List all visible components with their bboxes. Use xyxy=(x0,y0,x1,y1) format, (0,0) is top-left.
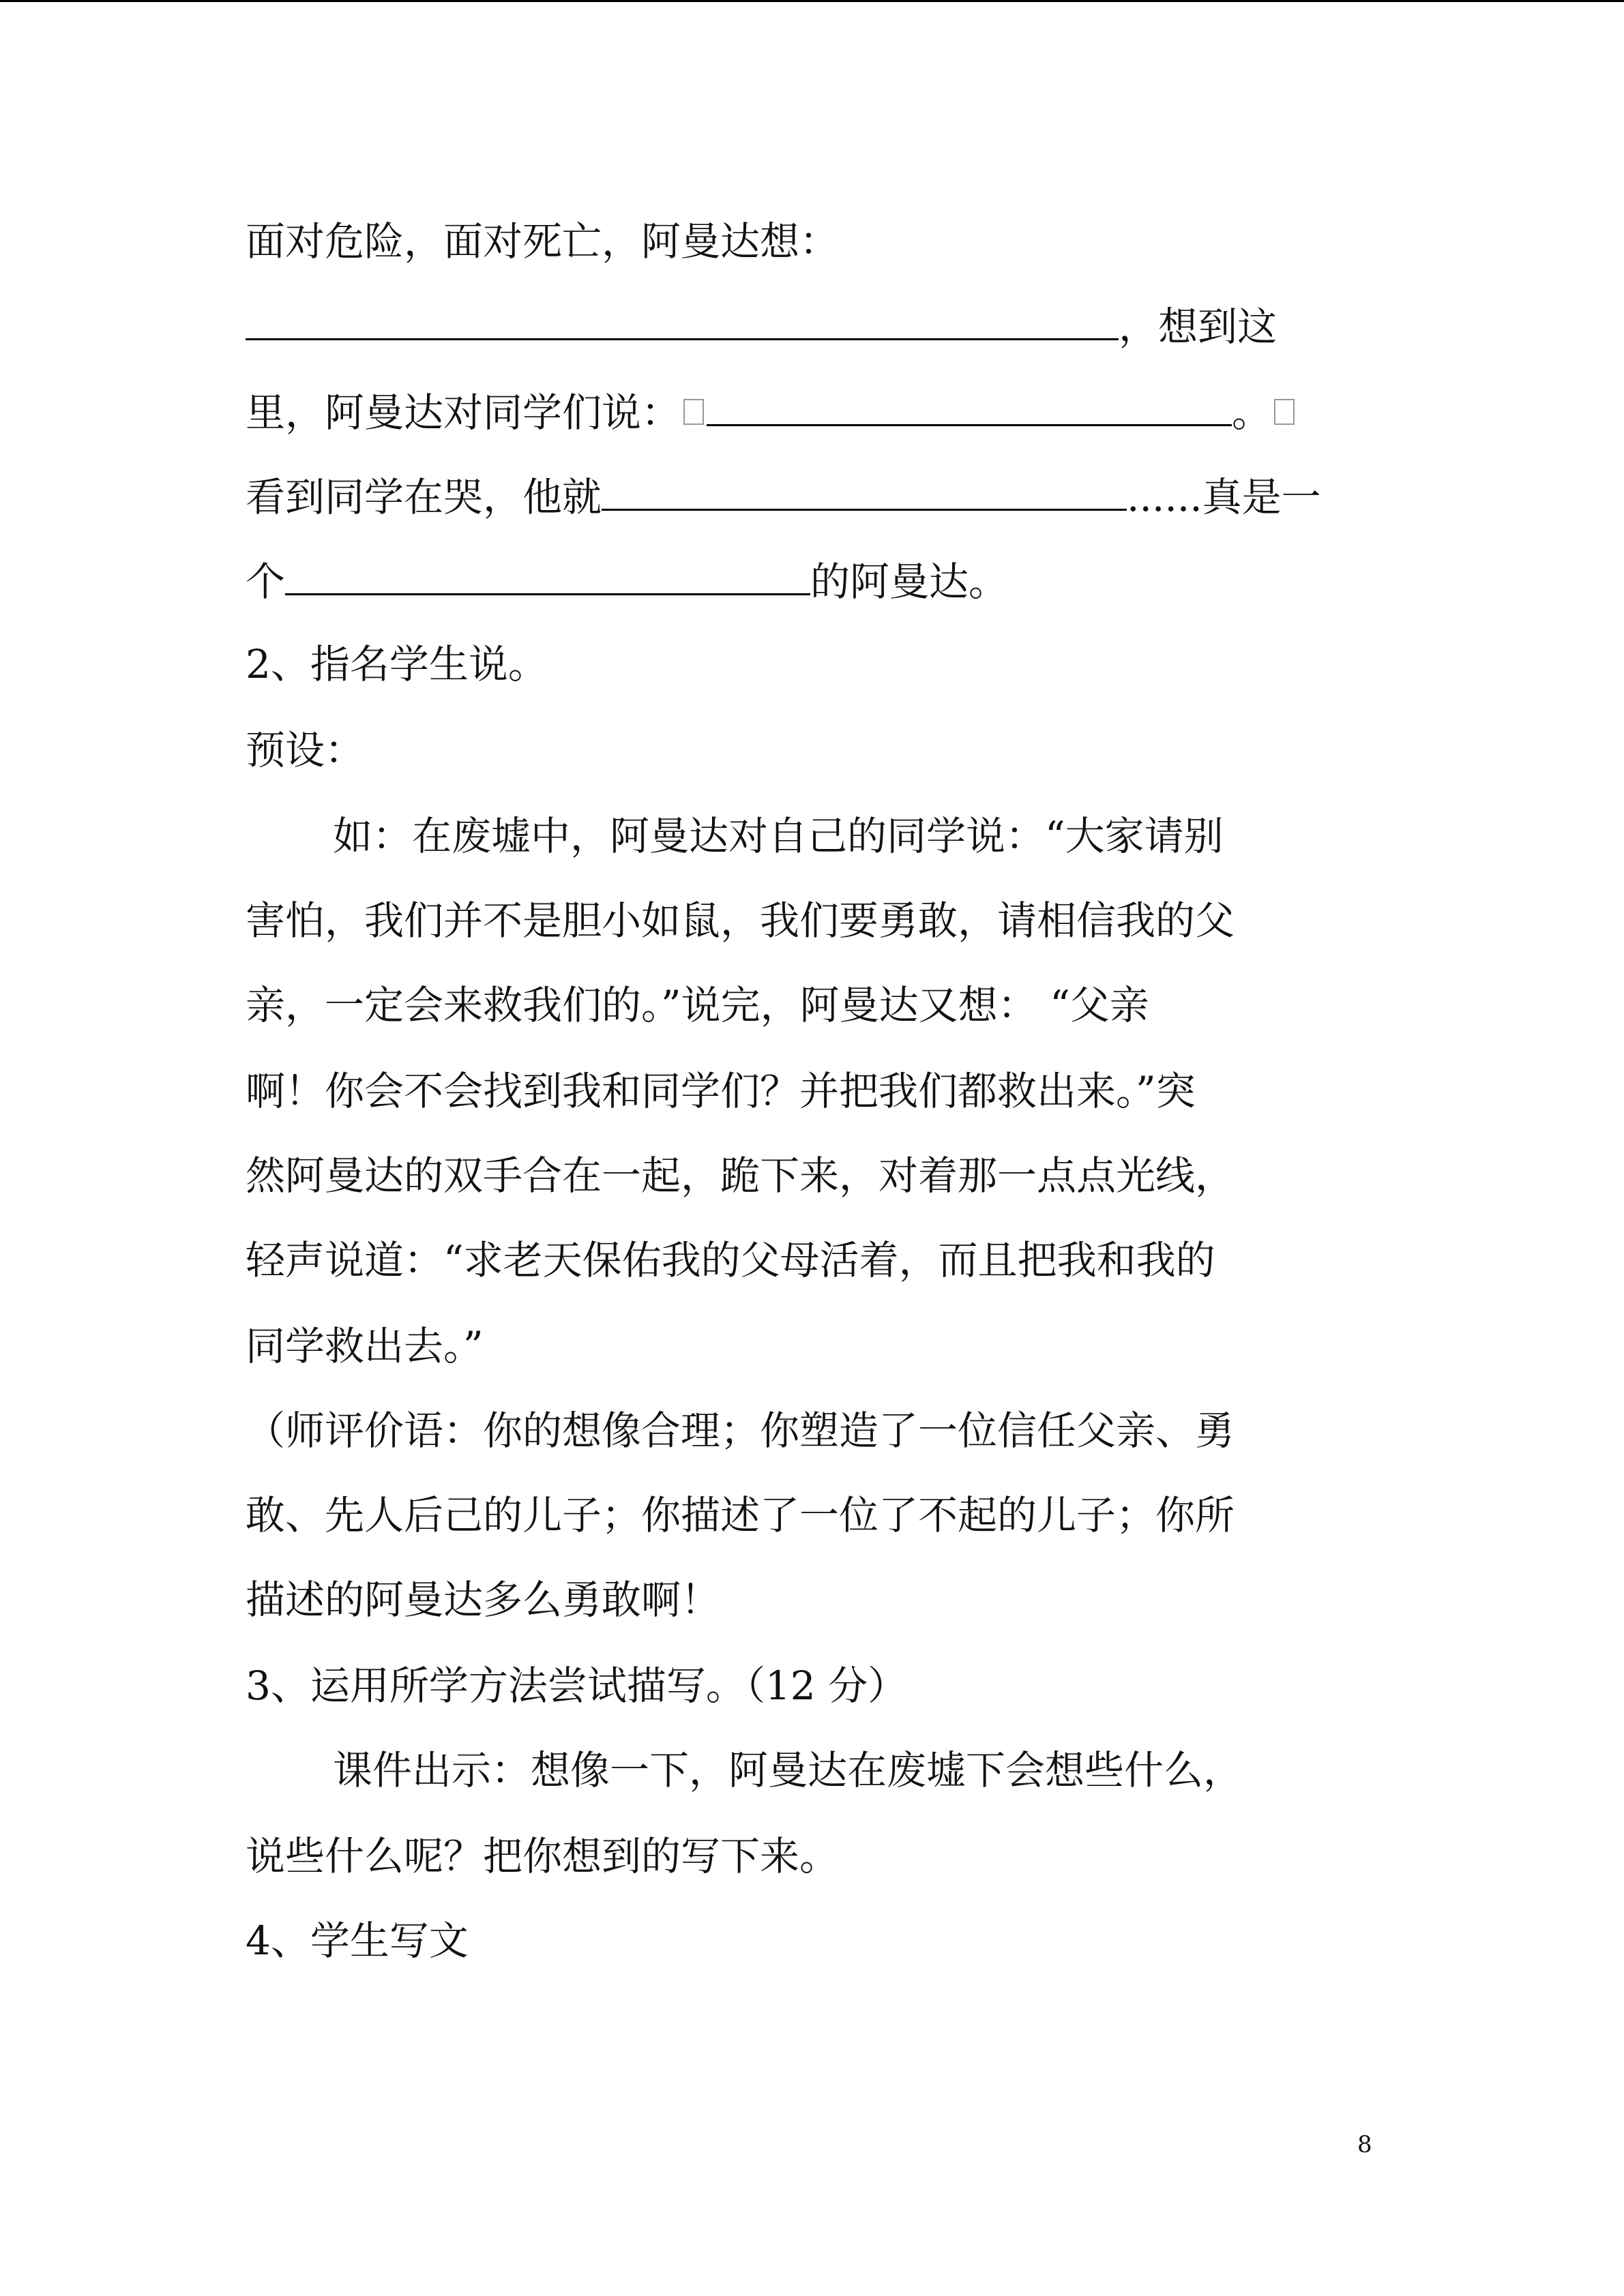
text-line xyxy=(246,555,1378,606)
line-text: 然阿曼达的双手合在一起，跪下来，对着那一点点光线， xyxy=(246,1152,1235,1199)
line-text: 里，阿曼达对同学们说： xyxy=(246,389,681,436)
text-line xyxy=(246,981,1378,1030)
line-text: 同学救出去。” xyxy=(246,1323,484,1369)
line-text: 害怕，我们并不是胆小如鼠，我们要勇敢，请相信我的父 xyxy=(246,897,1235,944)
line-text: 面对危险，面对死亡，阿曼达想： xyxy=(246,218,840,265)
line-text: 4、学生写文 xyxy=(246,1918,469,1964)
text-line xyxy=(246,1322,1378,1371)
fill-blank[interactable] xyxy=(285,555,810,595)
line-text: 敢、先人后己的儿子；你描述了一位了不起的儿子；你所 xyxy=(246,1492,1235,1538)
line-text: 描述的阿曼达多么勇敢啊！ xyxy=(246,1577,721,1623)
line-text: 说些什么呢？把你想到的写下来。 xyxy=(246,1833,840,1879)
text-line xyxy=(333,1746,1465,1795)
text-line xyxy=(246,1491,1378,1540)
text-line xyxy=(246,1832,1378,1881)
line-text: ，想到这 xyxy=(1119,303,1278,350)
text-line xyxy=(246,896,1378,945)
text-line xyxy=(246,1575,1378,1624)
fill-blank[interactable] xyxy=(707,386,1232,426)
placeholder-box-icon xyxy=(683,399,704,425)
text-line xyxy=(246,217,1378,266)
line-text: 看到同学在哭，他就 xyxy=(246,474,602,520)
text-line xyxy=(246,1067,1378,1116)
text-line xyxy=(246,1236,1378,1285)
line-text: 。 xyxy=(1232,389,1272,436)
page-number: 8 xyxy=(1357,2131,1372,2158)
line-text: 亲，一定会来救我们的。”说完，阿曼达又想： “父亲 xyxy=(246,982,1149,1028)
line-text: 啊！你会不会找到我和同学们？并把我们都救出来。”突 xyxy=(246,1068,1196,1114)
fill-blank[interactable] xyxy=(246,300,1119,340)
text-line xyxy=(246,640,1378,689)
line-text: ......真是一 xyxy=(1127,474,1321,520)
line-text: 轻声说道：“求老天保佑我的父母活着，而且把我和我的 xyxy=(246,1237,1215,1283)
line-text: 预设： xyxy=(246,727,365,773)
line-text: （师评价语：你的想像合理；你塑造了一位信任父亲、勇 xyxy=(246,1407,1235,1454)
line-text: 如：在废墟中，阿曼达对自己的同学说：“大家请别 xyxy=(333,813,1224,859)
text-line xyxy=(246,386,1378,437)
text-line xyxy=(246,1406,1378,1455)
text-line xyxy=(246,1916,1378,1965)
fill-blank[interactable] xyxy=(602,471,1127,511)
line-text: 3、运用所学方法尝试描写。（12 分） xyxy=(246,1663,908,1709)
text-line xyxy=(246,1661,1378,1710)
line-text: 个 xyxy=(246,558,286,605)
line-text: 课件出示：想像一下，阿曼达在废墟下会想些什么， xyxy=(333,1747,1243,1793)
text-line xyxy=(246,726,1378,775)
text-line xyxy=(246,471,1378,522)
text-line xyxy=(246,300,1378,351)
text-line xyxy=(246,1151,1378,1200)
line-text: 2、指名学生说。 xyxy=(246,641,548,687)
line-text: 的阿曼达。 xyxy=(810,558,1009,605)
placeholder-box-icon xyxy=(1274,399,1295,425)
text-line xyxy=(333,811,1465,861)
